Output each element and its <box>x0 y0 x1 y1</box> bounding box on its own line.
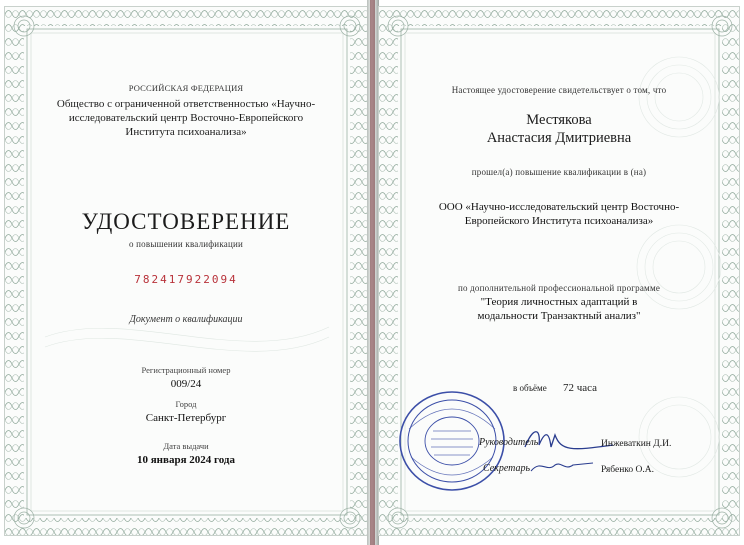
city-label: Город <box>175 399 197 409</box>
recipient-surname: Местякова <box>526 112 592 128</box>
volume-label: в объёме <box>513 383 547 393</box>
issue-date-value: 10 января 2024 года <box>136 454 236 466</box>
document-type: Документ о квалификации <box>129 314 243 325</box>
head-label: Руководитель <box>479 437 539 448</box>
document-subtitle: о повышении квалификации <box>129 239 243 249</box>
volume-value: 72 часа <box>563 382 598 394</box>
secretary-label: Секретарь <box>483 463 531 474</box>
organization-name: Общество с ограниченной ответственностью «Научно-исследовательский центр Восточно-Европейского Института психоанализа» <box>56 98 316 138</box>
program-name-line-2: модальности Транзактный анализ" <box>477 310 641 322</box>
right-page <box>378 6 740 536</box>
city-value: Санкт-Петербург <box>145 412 227 424</box>
left-page <box>4 6 368 536</box>
head-name: Инжеваткин Д.И. <box>601 439 672 449</box>
bookmark-ribbon <box>370 0 375 545</box>
secretary-signature <box>527 455 597 479</box>
intro-text: Настоящее удостоверение свидетельствует о том, что <box>451 85 667 95</box>
blank-number: 782417922094 <box>134 273 238 286</box>
completed-text: прошел(а) повышение квалификации в (на) <box>471 167 647 177</box>
document-title: УДОСТОВЕРЕНИЕ <box>81 209 291 234</box>
registration-label: Регистрационный номер <box>141 365 231 375</box>
organization-line-1: ООО «Научно-исследовательский центр Восточно- <box>438 201 680 213</box>
registration-number: 009/24 <box>170 378 202 390</box>
secretary-name: Рябенко О.А. <box>601 465 655 475</box>
organization-line-2: Европейского Института психоанализа» <box>464 215 654 227</box>
issue-date-label: Дата выдачи <box>163 441 209 451</box>
program-name-line-1: "Теория личностных адаптаций в <box>480 296 638 308</box>
program-label: по дополнительной профессиональной программе <box>457 283 661 293</box>
recipient-given-names: Анастасия Дмитриевна <box>486 130 632 146</box>
country-label: РОССИЙСКАЯ ФЕДЕРАЦИЯ <box>128 83 244 93</box>
